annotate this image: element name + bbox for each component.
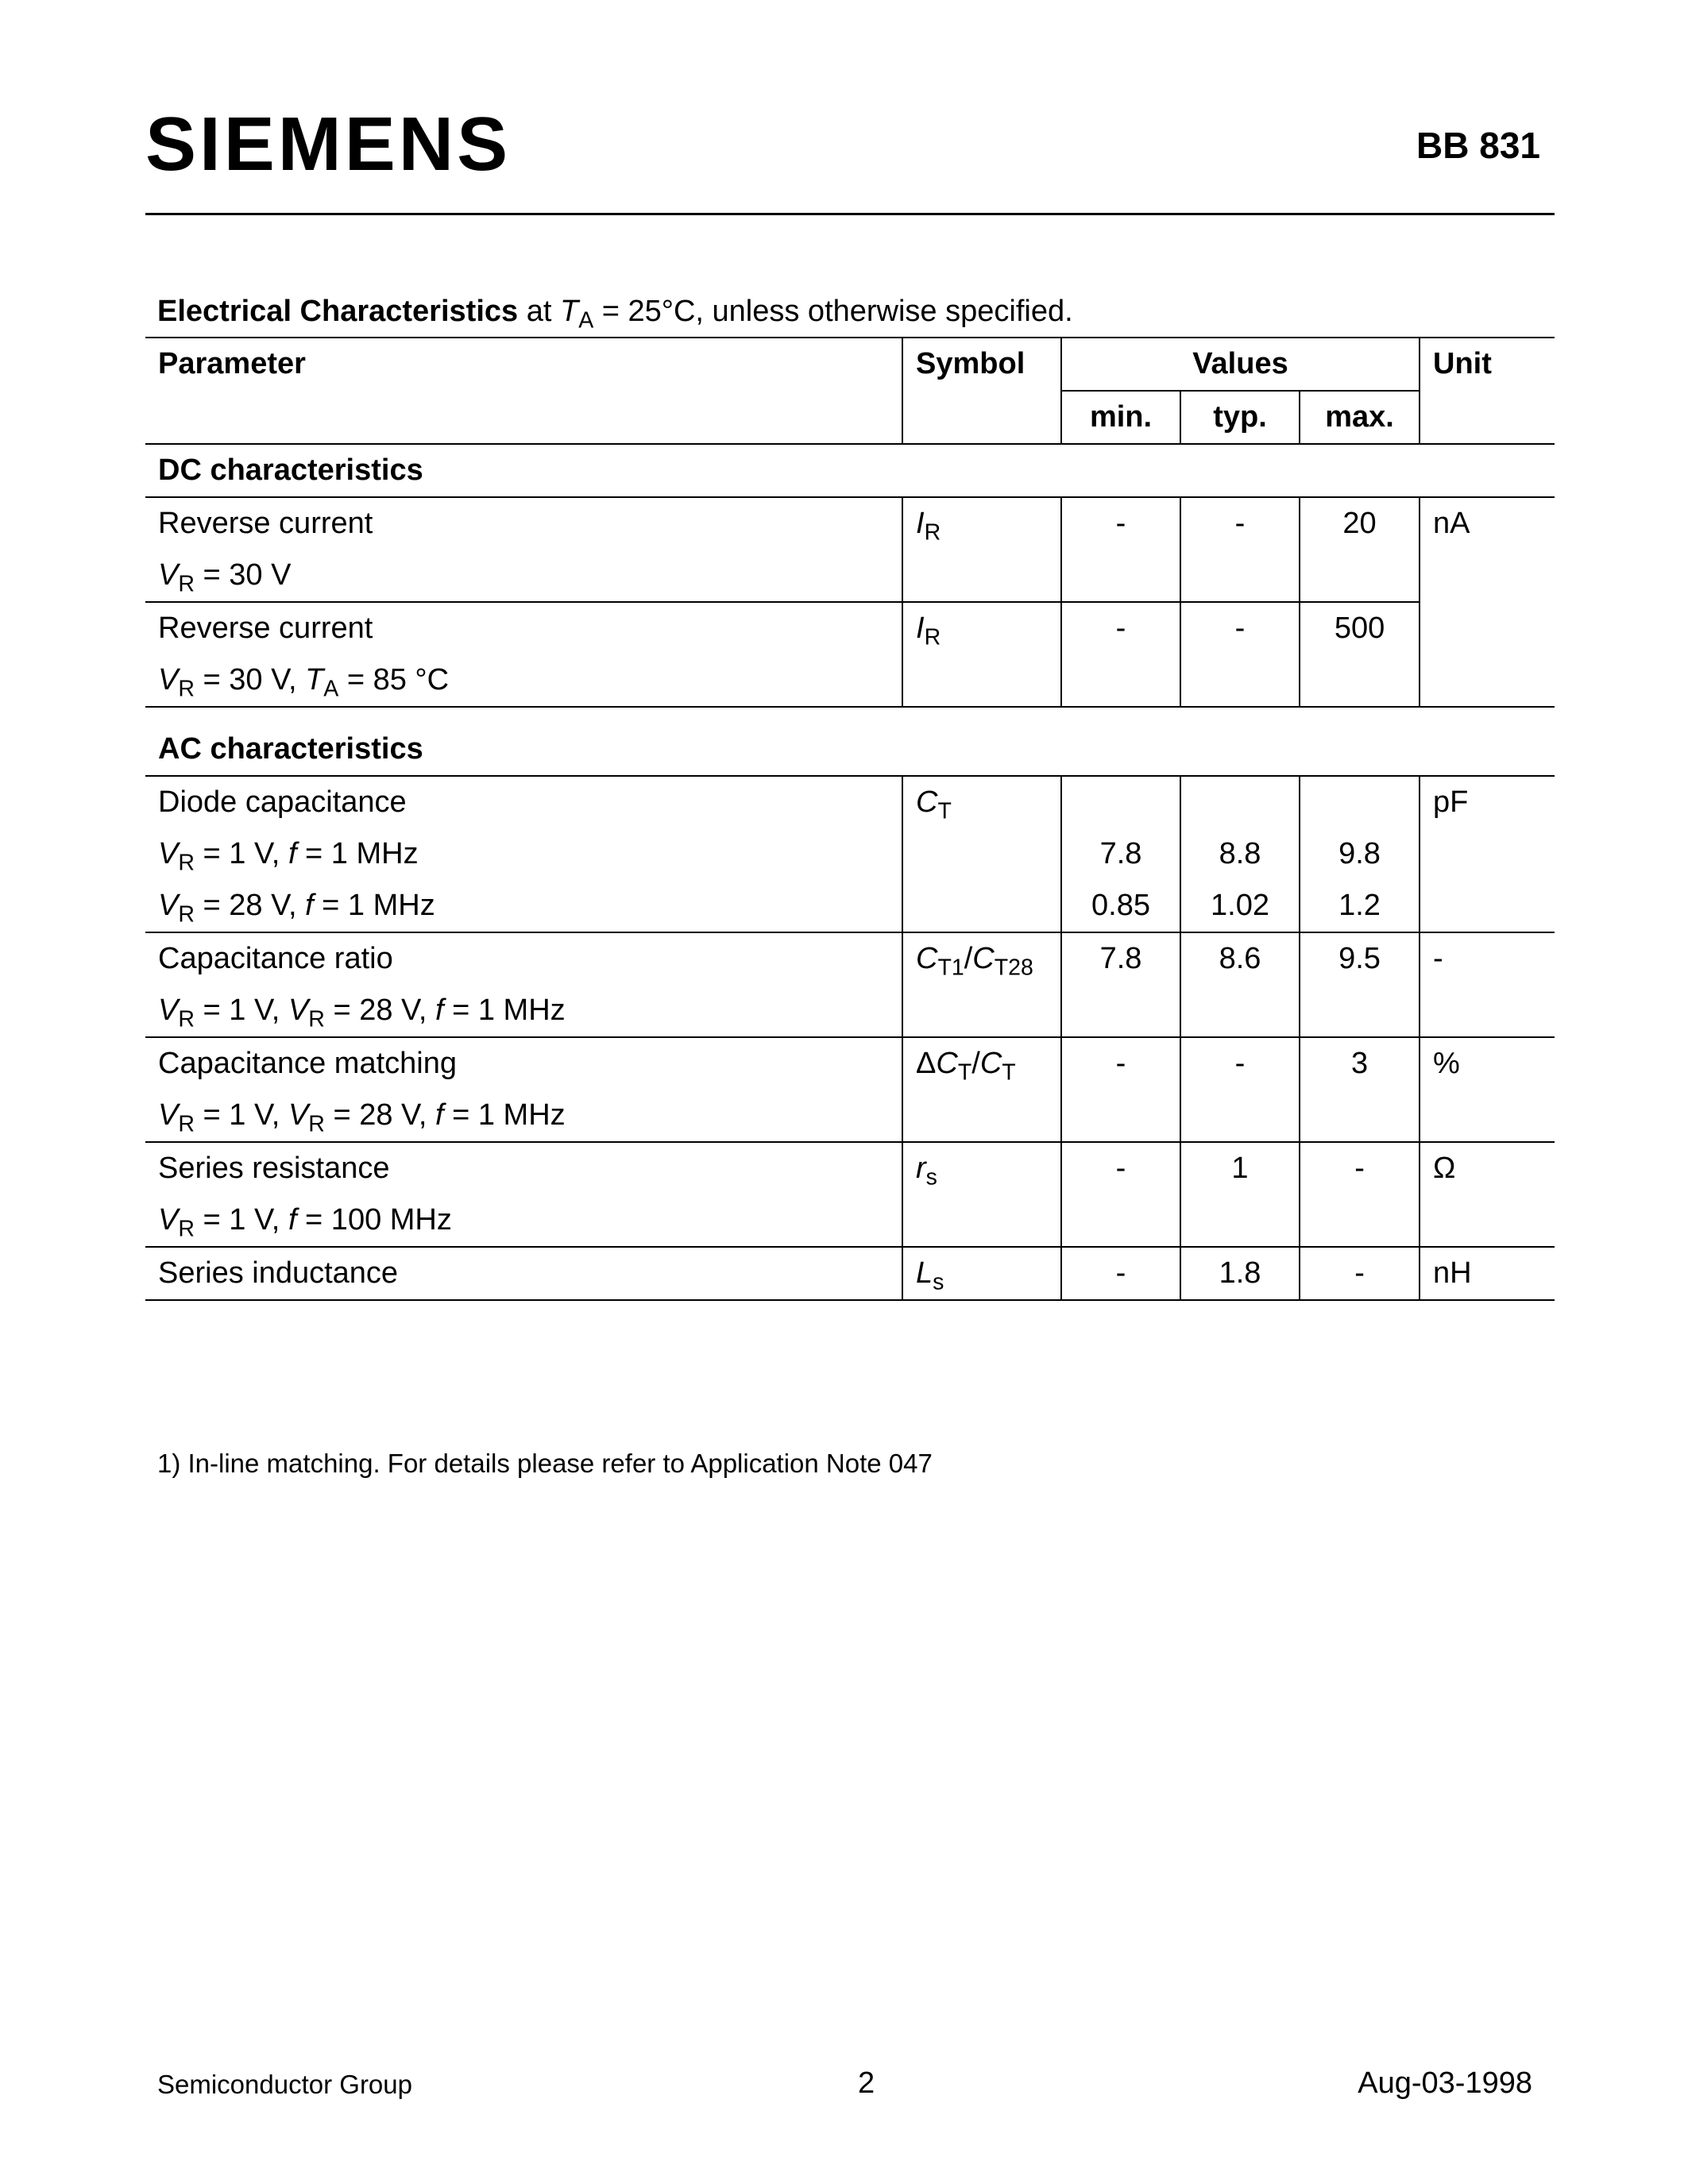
table-row bbox=[145, 1247, 1555, 1300]
header-values: Values bbox=[1061, 338, 1420, 391]
max-cell: 20 bbox=[1300, 497, 1420, 602]
header-parameter: Parameter bbox=[158, 347, 306, 380]
min-cell: - bbox=[1061, 497, 1180, 602]
param-cell: Series inductance bbox=[158, 1256, 399, 1290]
min-cell: 7.8 0.85 bbox=[1061, 776, 1180, 932]
part-number: BB 831 bbox=[1416, 125, 1540, 166]
param-cell: Reverse current $V_R = 30$ V, $T_A = 85$ °C bbox=[158, 612, 450, 702]
typ-cell: 1.8 bbox=[1180, 1247, 1300, 1300]
min-cell: - bbox=[1061, 1247, 1180, 1300]
symbol-cell: $I_R$ bbox=[902, 602, 1061, 707]
header-symbol: Symbol bbox=[902, 338, 1061, 444]
header-row bbox=[145, 338, 1555, 391]
symbol-cell: $\Delta C_T/C_T$ bbox=[902, 1037, 1061, 1142]
typ-cell: - bbox=[1180, 497, 1300, 602]
section-dc bbox=[145, 444, 1555, 497]
param-cell: Capacitance matching $V_R = 1$ V, $V_R = 28$ V, f = 1 MHz bbox=[158, 1047, 566, 1137]
max-cell: - bbox=[1300, 1142, 1420, 1247]
header-min: min. bbox=[1061, 391, 1180, 444]
param-cell: Reverse current $V_R = 30$ V bbox=[158, 507, 373, 597]
param-cell: Capacitance ratio $V_R = 1$ V, $V_R = 28$ V, f = 1 MHz bbox=[158, 942, 566, 1032]
header-typ: typ. bbox=[1180, 391, 1300, 444]
symbol-cell: $I_R$ bbox=[902, 497, 1061, 602]
param-cell: Series resistance $V_R = 1$ V, f = 100 MHz bbox=[158, 1152, 452, 1242]
typ-cell: 1 bbox=[1180, 1142, 1300, 1247]
siemens-logo: SIEMENS bbox=[145, 102, 512, 187]
symbol-cell: $C_{T1}/C_{T28}$ bbox=[902, 932, 1061, 1037]
footer-company: Semiconductor Group bbox=[157, 2070, 412, 2099]
min-cell: - bbox=[1061, 602, 1180, 707]
unit-cell: pF bbox=[1420, 776, 1555, 932]
symbol-cell: $r_s$ bbox=[902, 1142, 1061, 1247]
table-caption: Electrical Characteristics at $T_A = 25^\circ C$, unless otherwise specified. bbox=[157, 295, 1073, 334]
table-row bbox=[145, 497, 1555, 602]
max-cell: 9.5 bbox=[1300, 932, 1420, 1037]
symbol-cell: $C_T$ bbox=[902, 776, 1061, 932]
min-cell: - bbox=[1061, 1142, 1180, 1247]
section-title: AC characteristics bbox=[158, 732, 423, 766]
table-row bbox=[145, 1142, 1555, 1247]
typ-cell: 8.8 1.02 bbox=[1180, 776, 1300, 932]
header-unit: Unit bbox=[1420, 338, 1555, 444]
table-row bbox=[145, 602, 1555, 707]
unit-cell: nA bbox=[1420, 497, 1555, 707]
section-title: DC characteristics bbox=[158, 453, 423, 487]
page-number: 2 bbox=[858, 2066, 875, 2100]
max-cell: 500 bbox=[1300, 602, 1420, 707]
section-ac bbox=[145, 707, 1555, 776]
header-max: max. bbox=[1300, 391, 1420, 444]
header-rule bbox=[145, 213, 1555, 215]
table-row bbox=[145, 776, 1555, 932]
table-row bbox=[145, 932, 1555, 1037]
max-cell: 3 bbox=[1300, 1037, 1420, 1142]
max-cell: 9.8 1.2 bbox=[1300, 776, 1420, 932]
unit-cell: % bbox=[1420, 1037, 1555, 1142]
param-cell: Diode capacitance $V_R = 1$ V, f = 1 MHz $V_R = 28$ V, f = 1 MHz bbox=[158, 785, 435, 928]
unit-cell: - bbox=[1420, 932, 1555, 1037]
min-cell: 7.8 bbox=[1061, 932, 1180, 1037]
typ-cell: 8.6 bbox=[1180, 932, 1300, 1037]
min-cell: - bbox=[1061, 1037, 1180, 1142]
typ-cell: - bbox=[1180, 602, 1300, 707]
table-row bbox=[145, 1037, 1555, 1142]
footer-date: Aug-03-1998 bbox=[1358, 2066, 1532, 2100]
footnote: 1) In-line matching. For details please refer to Application Note 047 bbox=[157, 1449, 933, 1478]
electrical-characteristics-table bbox=[145, 337, 1555, 1301]
symbol-cell: $L_s$ bbox=[902, 1247, 1061, 1300]
unit-cell: Ω bbox=[1420, 1142, 1555, 1247]
max-cell: - bbox=[1300, 1247, 1420, 1300]
typ-cell: - bbox=[1180, 1037, 1300, 1142]
unit-cell: nH bbox=[1420, 1247, 1555, 1300]
